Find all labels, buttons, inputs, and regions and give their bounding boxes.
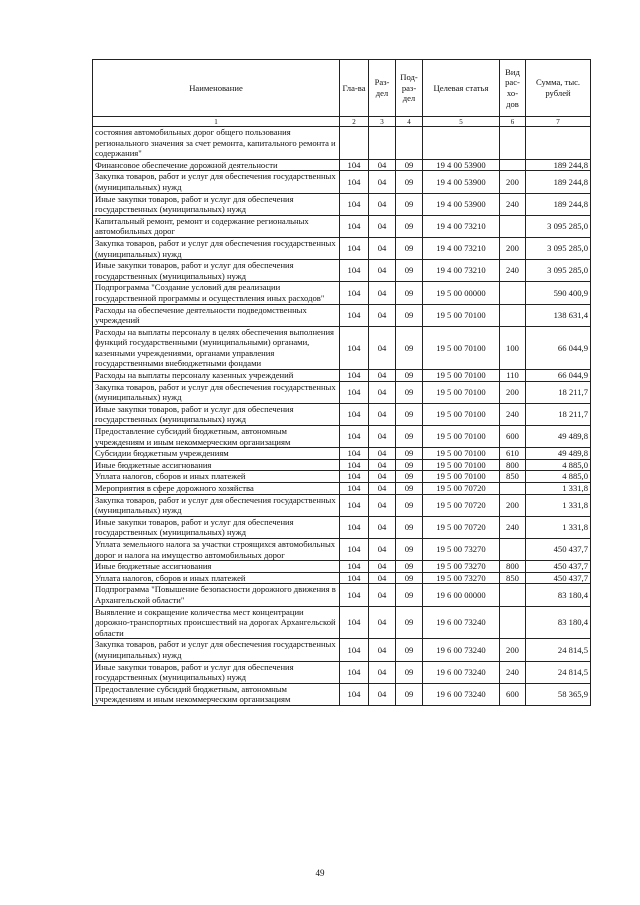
row-chapter-cell: 104 [340, 403, 369, 425]
header-target-article: Целевая статья [423, 60, 500, 117]
row-chapter-cell [340, 127, 369, 160]
row-name-cell: Выявление и сокращение количества мест концентрации дорожно-транспортных происшествий на дорогах Архангельской области [93, 606, 340, 639]
row-chapter-cell: 104 [340, 215, 369, 237]
table-row [93, 237, 591, 259]
row-target-article-cell: 19 6 00 00000 [423, 584, 500, 606]
column-number: 4 [396, 117, 423, 127]
row-chapter-cell: 104 [340, 448, 369, 460]
row-section-cell: 04 [369, 538, 396, 560]
row-subsection-cell: 09 [396, 282, 423, 304]
row-subsection-cell: 09 [396, 326, 423, 369]
row-expense-type-cell: 200 [500, 237, 526, 259]
row-chapter-cell: 104 [340, 370, 369, 382]
row-section-cell: 04 [369, 403, 396, 425]
row-amount-cell: 49 489,8 [526, 448, 591, 460]
row-chapter-cell: 104 [340, 561, 369, 573]
row-name-cell: Иные закупки товаров, работ и услуг для обеспечения государственных (муниципальных) нужд [93, 193, 340, 215]
row-expense-type-cell: 600 [500, 426, 526, 448]
row-section-cell: 04 [369, 572, 396, 584]
row-expense-type-cell [500, 584, 526, 606]
row-name-cell: Предоставление субсидий бюджетным, автономным учреждениям и иным некоммерческим организациям [93, 426, 340, 448]
row-subsection-cell: 09 [396, 683, 423, 705]
row-subsection-cell: 09 [396, 516, 423, 538]
row-amount-cell: 450 437,7 [526, 561, 591, 573]
header-name: Наименование [93, 60, 340, 117]
row-target-article-cell: 19 5 00 00000 [423, 282, 500, 304]
row-expense-type-cell: 200 [500, 494, 526, 516]
row-expense-type-cell: 800 [500, 459, 526, 471]
column-numbers-row [93, 117, 591, 127]
row-subsection-cell: 09 [396, 459, 423, 471]
row-chapter-cell: 104 [340, 494, 369, 516]
row-section-cell: 04 [369, 171, 396, 193]
row-expense-type-cell [500, 282, 526, 304]
table-row [93, 483, 591, 495]
table-row [93, 471, 591, 483]
row-chapter-cell: 104 [340, 483, 369, 495]
row-amount-cell: 66 044,9 [526, 326, 591, 369]
row-target-article-cell: 19 5 00 70720 [423, 483, 500, 495]
table-body [93, 127, 591, 706]
table-row [93, 282, 591, 304]
row-subsection-cell: 09 [396, 159, 423, 171]
table-row [93, 639, 591, 661]
row-name-cell: Иные бюджетные ассигнования [93, 459, 340, 471]
row-expense-type-cell: 240 [500, 403, 526, 425]
row-amount-cell: 4 885,0 [526, 471, 591, 483]
row-target-article-cell: 19 6 00 73240 [423, 639, 500, 661]
row-subsection-cell: 09 [396, 260, 423, 282]
header-expense-type: Вид рас-хо-дов [500, 60, 526, 117]
row-section-cell: 04 [369, 304, 396, 326]
row-section-cell: 04 [369, 426, 396, 448]
table-row [93, 459, 591, 471]
row-subsection-cell: 09 [396, 426, 423, 448]
row-target-article-cell: 19 4 00 53900 [423, 193, 500, 215]
row-amount-cell: 83 180,4 [526, 584, 591, 606]
row-name-cell: Иные закупки товаров, работ и услуг для обеспечения государственных (муниципальных) нужд [93, 403, 340, 425]
page-number: 49 [315, 868, 325, 878]
row-amount-cell: 138 631,4 [526, 304, 591, 326]
row-subsection-cell: 09 [396, 483, 423, 495]
row-name-cell: Подпрограмма "Повышение безопасности дорожного движения в Архангельской области" [93, 584, 340, 606]
row-name-cell: Иные бюджетные ассигнования [93, 561, 340, 573]
row-chapter-cell: 104 [340, 193, 369, 215]
row-amount-cell: 24 814,5 [526, 639, 591, 661]
column-number: 2 [340, 117, 369, 127]
row-section-cell: 04 [369, 483, 396, 495]
row-section-cell: 04 [369, 193, 396, 215]
table-row [93, 260, 591, 282]
row-chapter-cell: 104 [340, 459, 369, 471]
row-name-cell: Субсидии бюджетным учреждениям [93, 448, 340, 460]
table-row [93, 370, 591, 382]
row-chapter-cell: 104 [340, 326, 369, 369]
row-expense-type-cell: 240 [500, 516, 526, 538]
row-expense-type-cell: 100 [500, 326, 526, 369]
row-subsection-cell: 09 [396, 215, 423, 237]
row-chapter-cell: 104 [340, 171, 369, 193]
header-chapter: Гла-ва [340, 60, 369, 117]
row-target-article-cell: 19 5 00 70100 [423, 326, 500, 369]
row-expense-type-cell: 200 [500, 171, 526, 193]
table-row [93, 561, 591, 573]
row-target-article-cell: 19 6 00 73240 [423, 683, 500, 705]
row-expense-type-cell: 610 [500, 448, 526, 460]
row-target-article-cell: 19 4 00 53900 [423, 171, 500, 193]
table-row [93, 448, 591, 460]
table-row [93, 403, 591, 425]
row-section-cell: 04 [369, 471, 396, 483]
row-section-cell: 04 [369, 584, 396, 606]
row-expense-type-cell: 200 [500, 639, 526, 661]
row-subsection-cell: 09 [396, 304, 423, 326]
row-subsection-cell [396, 127, 423, 160]
row-amount-cell: 189 244,8 [526, 193, 591, 215]
row-subsection-cell: 09 [396, 370, 423, 382]
row-subsection-cell: 09 [396, 606, 423, 639]
row-amount-cell: 58 365,9 [526, 683, 591, 705]
row-section-cell: 04 [369, 661, 396, 683]
row-chapter-cell: 104 [340, 159, 369, 171]
row-name-cell: Расходы на обеспечение деятельности подведомственных учреждений [93, 304, 340, 326]
row-expense-type-cell [500, 215, 526, 237]
row-target-article-cell: 19 5 00 70100 [423, 459, 500, 471]
row-section-cell: 04 [369, 381, 396, 403]
row-expense-type-cell: 110 [500, 370, 526, 382]
row-target-article-cell: 19 4 00 73210 [423, 237, 500, 259]
row-subsection-cell: 09 [396, 572, 423, 584]
table-row [93, 215, 591, 237]
row-section-cell: 04 [369, 516, 396, 538]
row-target-article-cell: 19 6 00 73240 [423, 661, 500, 683]
row-target-article-cell: 19 4 00 73210 [423, 215, 500, 237]
table-row [93, 516, 591, 538]
table-row [93, 127, 591, 160]
row-expense-type-cell [500, 483, 526, 495]
row-target-article-cell [423, 127, 500, 160]
row-chapter-cell: 104 [340, 538, 369, 560]
row-chapter-cell: 104 [340, 426, 369, 448]
row-target-article-cell: 19 5 00 70720 [423, 494, 500, 516]
header-section: Раз-дел [369, 60, 396, 117]
row-chapter-cell: 104 [340, 683, 369, 705]
row-amount-cell: 189 244,8 [526, 159, 591, 171]
table-row [93, 584, 591, 606]
row-subsection-cell: 09 [396, 403, 423, 425]
row-section-cell: 04 [369, 494, 396, 516]
row-section-cell: 04 [369, 459, 396, 471]
row-chapter-cell: 104 [340, 639, 369, 661]
header-subsection: Под-раз-дел [396, 60, 423, 117]
row-expense-type-cell [500, 159, 526, 171]
row-chapter-cell: 104 [340, 516, 369, 538]
table-row [93, 494, 591, 516]
row-chapter-cell: 104 [340, 572, 369, 584]
row-name-cell: Закупка товаров, работ и услуг для обеспечения государственных (муниципальных) нужд [93, 639, 340, 661]
row-chapter-cell: 104 [340, 471, 369, 483]
row-subsection-cell: 09 [396, 448, 423, 460]
row-subsection-cell: 09 [396, 639, 423, 661]
row-name-cell: Иные закупки товаров, работ и услуг для обеспечения государственных (муниципальных) нужд [93, 516, 340, 538]
row-expense-type-cell [500, 606, 526, 639]
row-amount-cell: 590 400,9 [526, 282, 591, 304]
row-target-article-cell: 19 5 00 70100 [423, 448, 500, 460]
row-expense-type-cell: 240 [500, 260, 526, 282]
row-target-article-cell: 19 5 00 70100 [423, 426, 500, 448]
row-amount-cell: 49 489,8 [526, 426, 591, 448]
row-section-cell: 04 [369, 448, 396, 460]
row-amount-cell: 1 331,8 [526, 494, 591, 516]
row-section-cell: 04 [369, 606, 396, 639]
row-section-cell: 04 [369, 260, 396, 282]
row-subsection-cell: 09 [396, 584, 423, 606]
column-number: 7 [526, 117, 591, 127]
table-row [93, 572, 591, 584]
table-row [93, 304, 591, 326]
row-section-cell: 04 [369, 683, 396, 705]
row-subsection-cell: 09 [396, 193, 423, 215]
row-amount-cell: 4 885,0 [526, 459, 591, 471]
row-chapter-cell: 104 [340, 237, 369, 259]
row-amount-cell: 83 180,4 [526, 606, 591, 639]
row-name-cell: Расходы на выплаты персоналу казенных учреждений [93, 370, 340, 382]
row-name-cell: Уплата налогов, сборов и иных платежей [93, 572, 340, 584]
row-target-article-cell: 19 5 00 70100 [423, 471, 500, 483]
row-amount-cell: 1 331,8 [526, 483, 591, 495]
row-target-article-cell: 19 4 00 53900 [423, 159, 500, 171]
row-chapter-cell: 104 [340, 304, 369, 326]
row-subsection-cell: 09 [396, 538, 423, 560]
row-name-cell: Расходы на выплаты персоналу в целях обеспечения выполнения функций государственными (муниципальными) органами, казенными учреждениями, органами управления государственными внебюджетными фондами [93, 326, 340, 369]
row-amount-cell: 450 437,7 [526, 538, 591, 560]
row-expense-type-cell: 240 [500, 193, 526, 215]
row-chapter-cell: 104 [340, 584, 369, 606]
table-row [93, 381, 591, 403]
row-section-cell: 04 [369, 237, 396, 259]
row-subsection-cell: 09 [396, 561, 423, 573]
row-subsection-cell: 09 [396, 171, 423, 193]
row-name-cell: Закупка товаров, работ и услуг для обеспечения государственных (муниципальных) нужд [93, 381, 340, 403]
row-chapter-cell: 104 [340, 381, 369, 403]
row-section-cell: 04 [369, 639, 396, 661]
row-name-cell: Мероприятия в сфере дорожного хозяйства [93, 483, 340, 495]
row-name-cell: Финансовое обеспечение дорожной деятельности [93, 159, 340, 171]
row-target-article-cell: 19 5 00 70720 [423, 516, 500, 538]
row-subsection-cell: 09 [396, 494, 423, 516]
row-chapter-cell: 104 [340, 661, 369, 683]
table-row [93, 426, 591, 448]
row-name-cell: Уплата налогов, сборов и иных платежей [93, 471, 340, 483]
row-name-cell: Предоставление субсидий бюджетным, автономным учреждениям и иным некоммерческим организациям [93, 683, 340, 705]
row-section-cell [369, 127, 396, 160]
row-name-cell: Капитальный ремонт, ремонт и содержание региональных автомобильных дорог [93, 215, 340, 237]
row-amount-cell: 3 095 285,0 [526, 260, 591, 282]
row-expense-type-cell [500, 538, 526, 560]
header-amount: Сумма, тыс. рублей [526, 60, 591, 117]
row-expense-type-cell: 850 [500, 572, 526, 584]
row-chapter-cell: 104 [340, 260, 369, 282]
header-row [93, 60, 591, 117]
row-amount-cell: 3 095 285,0 [526, 215, 591, 237]
row-target-article-cell: 19 4 00 73210 [423, 260, 500, 282]
column-number: 6 [500, 117, 526, 127]
row-subsection-cell: 09 [396, 471, 423, 483]
row-section-cell: 04 [369, 326, 396, 369]
row-amount-cell: 1 331,8 [526, 516, 591, 538]
row-target-article-cell: 19 5 00 73270 [423, 561, 500, 573]
row-expense-type-cell [500, 127, 526, 160]
row-amount-cell: 3 095 285,0 [526, 237, 591, 259]
row-target-article-cell: 19 5 00 73270 [423, 572, 500, 584]
row-target-article-cell: 19 5 00 70100 [423, 403, 500, 425]
row-amount-cell [526, 127, 591, 160]
row-section-cell: 04 [369, 215, 396, 237]
row-amount-cell: 18 211,7 [526, 381, 591, 403]
row-target-article-cell: 19 5 00 70100 [423, 304, 500, 326]
row-target-article-cell: 19 5 00 70100 [423, 381, 500, 403]
row-expense-type-cell: 240 [500, 661, 526, 683]
row-amount-cell: 66 044,9 [526, 370, 591, 382]
row-target-article-cell: 19 6 00 73240 [423, 606, 500, 639]
row-amount-cell: 450 437,7 [526, 572, 591, 584]
row-name-cell: Подпрограмма "Создание условий для реализации государственной программы и осуществления иных расходов" [93, 282, 340, 304]
row-section-cell: 04 [369, 282, 396, 304]
row-name-cell: Закупка товаров, работ и услуг для обеспечения государственных (муниципальных) нужд [93, 494, 340, 516]
table-row [93, 193, 591, 215]
row-expense-type-cell: 600 [500, 683, 526, 705]
row-subsection-cell: 09 [396, 237, 423, 259]
row-expense-type-cell: 850 [500, 471, 526, 483]
table-row [93, 683, 591, 705]
row-chapter-cell: 104 [340, 606, 369, 639]
table-row [93, 538, 591, 560]
row-amount-cell: 18 211,7 [526, 403, 591, 425]
table-row [93, 326, 591, 369]
row-name-cell: состояния автомобильных дорог общего пользования регионального значения за счет ремонта, капитального ремонта и содержания" [93, 127, 340, 160]
row-expense-type-cell: 200 [500, 381, 526, 403]
row-target-article-cell: 19 5 00 70100 [423, 370, 500, 382]
row-section-cell: 04 [369, 370, 396, 382]
row-subsection-cell: 09 [396, 661, 423, 683]
row-section-cell: 04 [369, 159, 396, 171]
row-chapter-cell: 104 [340, 282, 369, 304]
row-amount-cell: 24 814,5 [526, 661, 591, 683]
row-amount-cell: 189 244,8 [526, 171, 591, 193]
table-row [93, 171, 591, 193]
column-number: 3 [369, 117, 396, 127]
row-name-cell: Уплата земельного налога за участки строящихся автомобильных дорог и налога на имущество автомобильных дорог [93, 538, 340, 560]
row-name-cell: Закупка товаров, работ и услуг для обеспечения государственных (муниципальных) нужд [93, 171, 340, 193]
row-subsection-cell: 09 [396, 381, 423, 403]
row-expense-type-cell [500, 304, 526, 326]
table-row [93, 661, 591, 683]
row-target-article-cell: 19 5 00 73270 [423, 538, 500, 560]
table-row [93, 606, 591, 639]
column-number: 1 [93, 117, 340, 127]
row-section-cell: 04 [369, 561, 396, 573]
budget-table [92, 59, 591, 706]
row-name-cell: Иные закупки товаров, работ и услуг для обеспечения государственных (муниципальных) нужд [93, 661, 340, 683]
column-number: 5 [423, 117, 500, 127]
row-expense-type-cell: 800 [500, 561, 526, 573]
row-name-cell: Иные закупки товаров, работ и услуг для обеспечения государственных (муниципальных) нужд [93, 260, 340, 282]
table-row [93, 159, 591, 171]
row-name-cell: Закупка товаров, работ и услуг для обеспечения государственных (муниципальных) нужд [93, 237, 340, 259]
